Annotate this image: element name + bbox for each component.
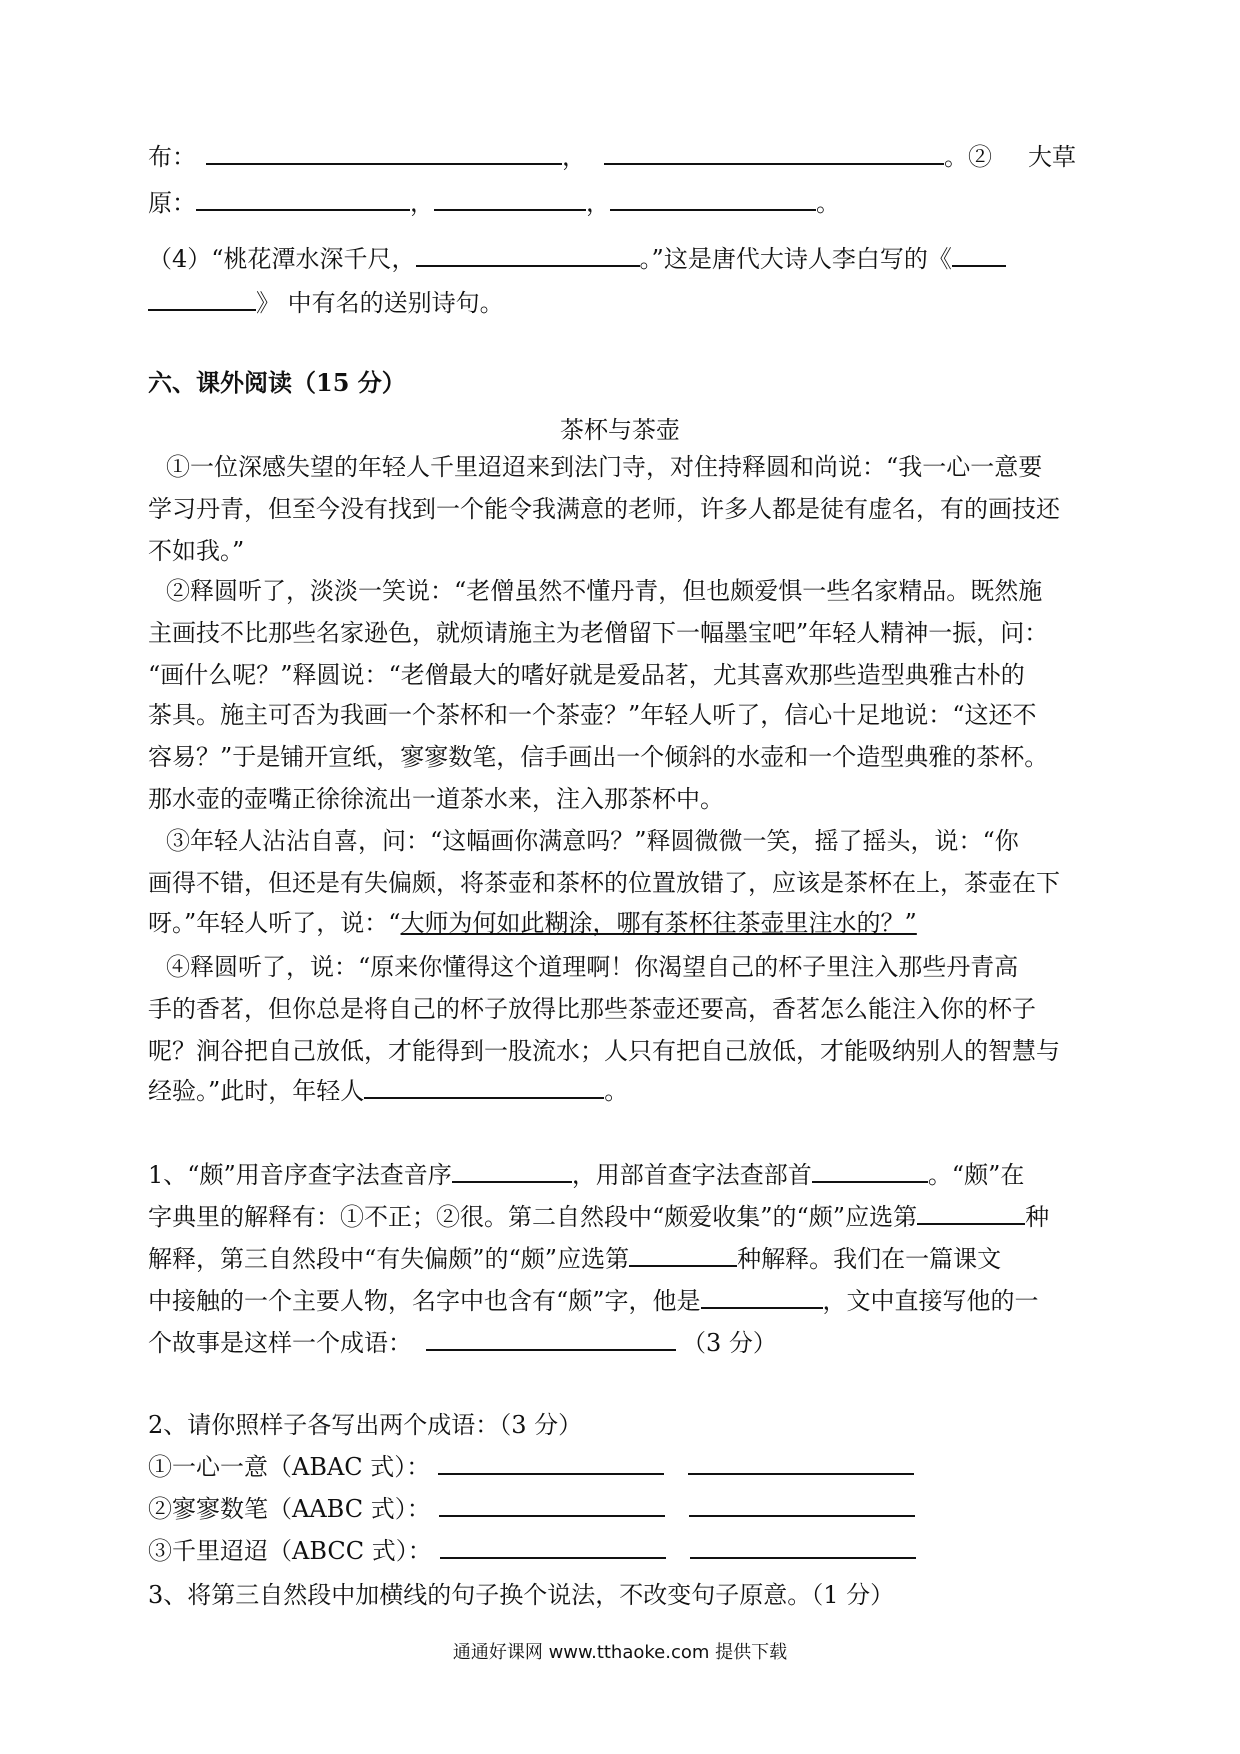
passage-line: “画什么呢？”释圆说：“老僧最大的嗜好就是爱品茗，尤其喜欢那些造型典雅古朴的 bbox=[148, 661, 1025, 689]
sep-text: 。② bbox=[944, 143, 992, 171]
passage-line: 学习丹青，但至今没有找到一个能令我满意的老师，许多人都是徒有虚名，有的画技还 bbox=[148, 495, 1060, 523]
q2-item bbox=[148, 1452, 914, 1482]
answer-blank[interactable] bbox=[952, 245, 1006, 267]
passage-line: ④释圆听了，说：“原来你懂得这个道理啊！你渴望自己的杯子里注入那些丹青高 bbox=[166, 953, 1019, 981]
label-text: 布： bbox=[148, 143, 196, 171]
q2-heading: 2、请你照样子各写出两个成语：（3 分） bbox=[148, 1411, 583, 1439]
passage-line: 呢？涧谷把自己放低，才能得到一股流水；人只有把自己放低，才能吸纳别人的智慧与 bbox=[148, 1037, 1060, 1065]
footer-credit: 通通好课网 www.tthaoke.com 提供下载 bbox=[452, 1642, 788, 1663]
q1-line bbox=[148, 1244, 1001, 1274]
label-text: 解释，第三自然段中“有失偏颇”的“颇”应选第 bbox=[148, 1245, 630, 1273]
passage-line: ③年轻人沾沾自喜，问：“这幅画你满意吗？”释圆微微一笑，摇了摇头，说：“你 bbox=[166, 827, 1019, 855]
answer-blank[interactable] bbox=[364, 1077, 604, 1099]
answer-blank[interactable] bbox=[701, 1287, 823, 1309]
label-text: 》 中有名的送别诗句。 bbox=[256, 289, 504, 317]
answer-blank[interactable] bbox=[604, 143, 944, 165]
answer-blank[interactable] bbox=[438, 1453, 664, 1475]
label-text: 1、“颇”用音序查字法查音序 bbox=[148, 1161, 452, 1189]
answer-blank[interactable] bbox=[206, 143, 562, 165]
passage-line: 那水壶的壶嘴正徐徐流出一道茶水来，注入那茶杯中。 bbox=[148, 785, 724, 813]
sep-text: ， bbox=[586, 189, 610, 217]
underlined-sentence: 大师为何如此糊涂，哪有茶杯往茶壶里注水的？” bbox=[400, 909, 917, 937]
passage-title: 茶杯与茶壶 bbox=[560, 416, 680, 444]
passage-line bbox=[148, 1076, 628, 1106]
label-text: ③千里迢迢（ABCC 式）： bbox=[148, 1537, 432, 1565]
poem-line-1 bbox=[148, 142, 1076, 172]
section-heading: 六、课外阅读（15 分） bbox=[148, 368, 406, 397]
label-text: 。”这是唐代大诗人李白写的《 bbox=[639, 245, 952, 273]
label-text: 种 bbox=[1025, 1203, 1050, 1231]
score-text: （3 分） bbox=[682, 1329, 777, 1357]
passage-line bbox=[148, 908, 917, 938]
label-text: ，文中直接写他的一 bbox=[822, 1287, 1039, 1315]
q1-line bbox=[148, 1286, 1039, 1316]
answer-blank[interactable] bbox=[416, 245, 640, 267]
label-text: 个故事是这样一个成语： bbox=[148, 1329, 412, 1357]
label-text: 大草 bbox=[1028, 143, 1076, 171]
q2-item bbox=[148, 1494, 915, 1524]
passage-line: 茶具。施主可否为我画一个茶杯和一个茶壶？”年轻人听了，信心十足地说：“这还不 bbox=[148, 701, 1037, 729]
label-text: 原： bbox=[148, 189, 196, 217]
q2-item bbox=[148, 1536, 916, 1566]
answer-blank[interactable] bbox=[689, 1495, 915, 1517]
q3-text: 3、将第三自然段中加横线的句子换个说法，不改变句子原意。（1 分） bbox=[148, 1581, 895, 1609]
passage-line: 画得不错，但还是有失偏颇，将茶壶和茶杯的位置放错了，应该是茶杯在上，茶壶在下 bbox=[148, 869, 1060, 897]
label-text: ，用部首查字法查部首 bbox=[571, 1161, 812, 1189]
answer-blank[interactable] bbox=[426, 1329, 676, 1351]
poem-line-4 bbox=[148, 288, 504, 318]
sep-text: 。 bbox=[604, 1077, 629, 1105]
passage-line: 容易？”于是铺开宣纸，寥寥数笔，信手画出一个倾斜的水壶和一个造型典雅的茶杯。 bbox=[148, 743, 1049, 771]
answer-blank[interactable] bbox=[688, 1453, 914, 1475]
poem-line-3 bbox=[148, 244, 1006, 274]
answer-blank[interactable] bbox=[148, 289, 256, 311]
answer-blank[interactable] bbox=[690, 1537, 916, 1559]
label-text: 字典里的解释有：①不正；②很。第二自然段中“颇爱收集”的“颇”应选第 bbox=[148, 1203, 918, 1231]
answer-blank[interactable] bbox=[610, 189, 816, 211]
label-text: ②寥寥数笔（AABC 式）： bbox=[148, 1495, 431, 1523]
sep-text: ， bbox=[562, 143, 586, 171]
label-text: 种解释。我们在一篇课文 bbox=[737, 1245, 1002, 1273]
label-text: 中接触的一个主要人物，名字中也含有“颇”字，他是 bbox=[148, 1287, 701, 1315]
answer-blank[interactable] bbox=[812, 1161, 928, 1183]
answer-blank[interactable] bbox=[452, 1161, 572, 1183]
q1-line bbox=[148, 1328, 777, 1358]
answer-blank[interactable] bbox=[917, 1203, 1025, 1225]
passage-line: 手的香茗，但你总是将自己的杯子放得比那些茶壶还要高，香茗怎么能注入你的杯子 bbox=[148, 995, 1036, 1023]
label-text: 呀。”年轻人听了，说：“ bbox=[148, 909, 401, 937]
passage-line: 主画技不比那些名家逊色，就烦请施主为老僧留下一幅墨宝吧”年轻人精神一振，问： bbox=[148, 619, 1049, 647]
sep-text: 。 bbox=[816, 189, 840, 217]
answer-blank[interactable] bbox=[434, 189, 586, 211]
passage-line: ②释圆听了，淡淡一笑说：“老僧虽然不懂丹青，但也颇爱惧一些名家精品。既然施 bbox=[166, 577, 1043, 605]
label-text: 。“颇”在 bbox=[927, 1161, 1025, 1189]
q1-line bbox=[148, 1202, 1049, 1232]
label-text: 经验。”此时，年轻人 bbox=[148, 1077, 365, 1105]
passage-line: ①一位深感失望的年轻人千里迢迢来到法门寺，对住持释圆和尚说：“我一心一意要 bbox=[166, 453, 1043, 481]
label-text: ①一心一意（ABAC 式）： bbox=[148, 1453, 431, 1481]
answer-blank[interactable] bbox=[439, 1495, 665, 1517]
label-text: （4）“桃花潭水深千尺， bbox=[148, 245, 416, 273]
answer-blank[interactable] bbox=[196, 189, 410, 211]
sep-text: ， bbox=[410, 189, 434, 217]
poem-line-2 bbox=[148, 188, 840, 218]
answer-blank[interactable] bbox=[629, 1245, 737, 1267]
q1-line bbox=[148, 1160, 1024, 1190]
answer-blank[interactable] bbox=[440, 1537, 666, 1559]
passage-line: 不如我。” bbox=[148, 537, 245, 565]
